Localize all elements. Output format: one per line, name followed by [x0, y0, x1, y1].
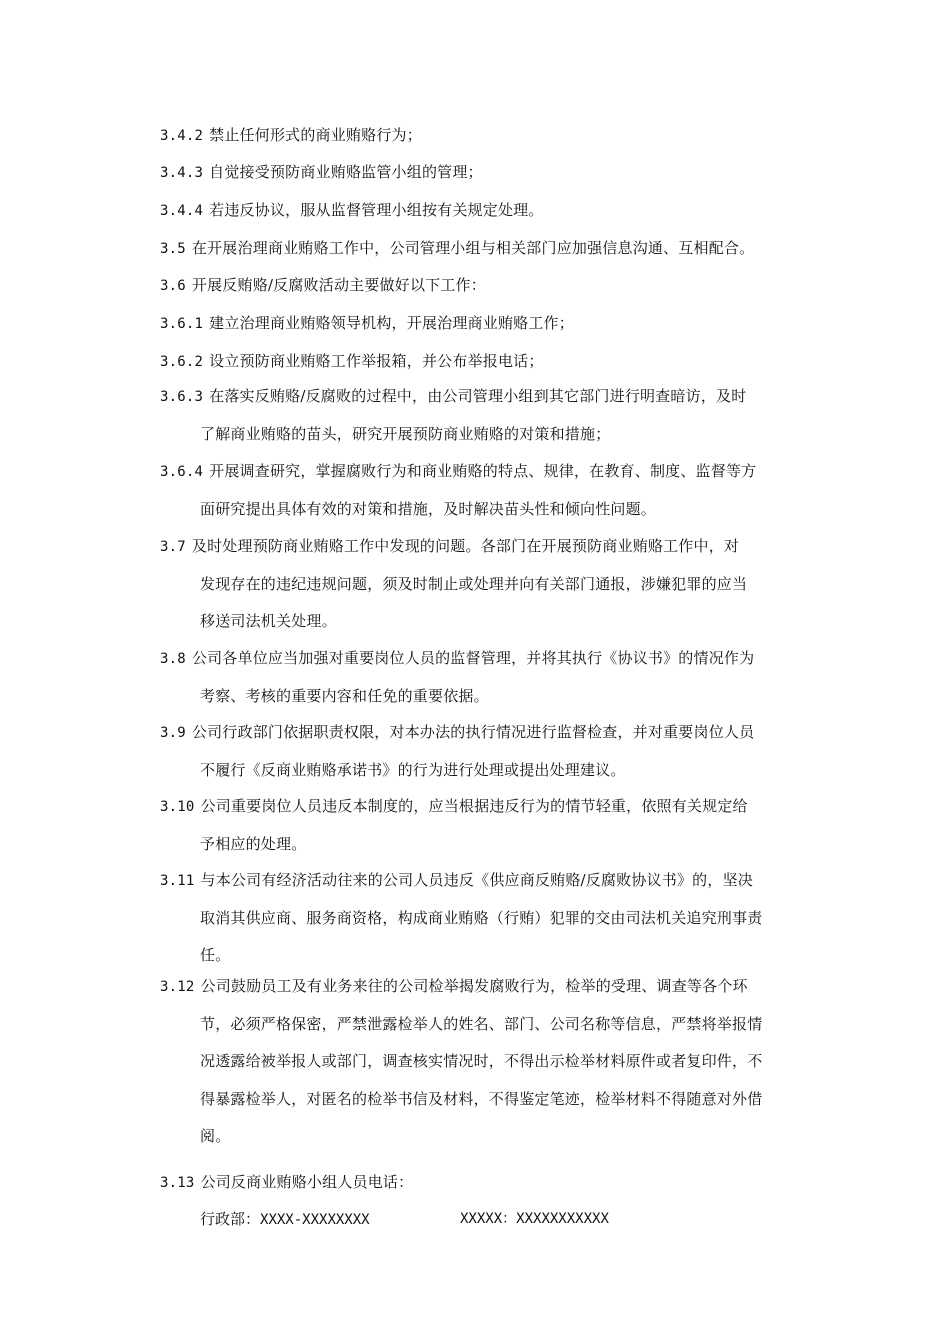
clause-number: 3.11	[160, 873, 195, 889]
clause-number: 3.5	[160, 241, 186, 257]
clause-line	[160, 200, 544, 221]
clause-continuation	[200, 760, 626, 780]
clause-text: 予相应的处理。	[200, 835, 307, 853]
clause-line	[160, 1172, 413, 1193]
clause-number: 3.12	[160, 979, 195, 995]
clause-line	[160, 536, 739, 557]
clause-line	[160, 870, 753, 891]
clause-text: 考察、考核的重要内容和任免的重要依据。	[200, 687, 489, 705]
clause-text: 及时处理预防商业贿赂工作中发现的问题。各部门在开展预防商业贿赂工作中，对	[191, 537, 740, 555]
contact-other	[460, 1208, 609, 1228]
clause-text: 节，必须严格保密，严禁泄露检举人的姓名、部门、公司名称等信息，严禁将举报情	[200, 1015, 763, 1033]
clause-number: 3.10	[160, 799, 195, 815]
clause-continuation	[200, 686, 489, 706]
clause-number: 3.6.1	[160, 316, 204, 332]
clause-text: 自觉接受预防商业贿赂监管小组的管理；	[209, 163, 483, 181]
contact-value: XXXXXXXXXXX	[516, 1211, 609, 1227]
clause-text: 若违反协议，服从监督管理小组按有关规定处理。	[209, 201, 544, 219]
clause-line	[160, 722, 754, 743]
clause-continuation	[200, 1051, 762, 1071]
clause-number: 3.8	[160, 651, 186, 667]
contact-label: XXXXX：	[460, 1211, 517, 1227]
clause-text: 发现存在的违纪违规问题，须及时制止或处理并向有关部门通报，涉嫌犯罪的应当	[200, 575, 748, 593]
clause-text: 阅。	[200, 1127, 231, 1145]
clause-number: 3.6.3	[160, 389, 204, 405]
clause-continuation	[200, 499, 656, 519]
clause-continuation	[200, 834, 306, 854]
clause-line	[160, 313, 574, 334]
clause-text: 任。	[200, 946, 231, 964]
contact-admin	[200, 1208, 370, 1229]
clause-text: 开展反贿赂/反腐败活动主要做好以下工作：	[191, 276, 486, 294]
clause-number: 3.7	[160, 539, 186, 555]
clause-line	[160, 976, 748, 997]
clause-line	[160, 275, 486, 296]
contact-value: XXXX-XXXXXXXX	[260, 1212, 370, 1228]
clause-continuation	[200, 611, 337, 631]
clause-continuation	[200, 945, 230, 965]
clause-line	[160, 351, 544, 372]
clause-line	[160, 162, 483, 183]
clause-text: 公司重要岗位人员违反本制度的，应当根据违反行为的情节轻重，依照有关规定给	[200, 797, 748, 815]
clause-text: 开展调查研究，掌握腐败行为和商业贿赂的特点、规律，在教育、制度、监督等方	[209, 462, 757, 480]
clause-text: 在开展治理商业贿赂工作中，公司管理小组与相关部门应加强信息沟通、互相配合。	[191, 239, 755, 257]
clause-number: 3.13	[160, 1175, 195, 1191]
clause-text: 公司行政部门依据职责权限，对本办法的执行情况进行监督检查，并对重要岗位人员	[191, 723, 755, 741]
clause-text: 移送司法机关处理。	[200, 612, 337, 630]
clause-text: 公司各单位应当加强对重要岗位人员的监督管理，并将其执行《协议书》的情况作为	[191, 649, 755, 667]
clause-continuation	[200, 908, 762, 928]
clause-text: 公司鼓励员工及有业务来往的公司检举揭发腐败行为，检举的受理、调查等各个环	[200, 977, 748, 995]
clause-continuation	[200, 424, 610, 444]
clause-continuation	[200, 574, 747, 594]
clause-number: 3.4.2	[160, 128, 204, 144]
clause-text: 取消其供应商、服务商资格，构成商业贿赂（行贿）犯罪的交由司法机关追究刑事责	[200, 909, 763, 927]
clause-text: 与本公司有经济活动往来的公司人员违反《供应商反贿赂/反腐败协议书》的，坚决	[200, 871, 753, 889]
clause-number: 3.4.4	[160, 203, 204, 219]
clause-text: 设立预防商业贿赂工作举报箱，并公布举报电话；	[209, 352, 544, 370]
clause-text: 得暴露检举人，对匿名的检举书信及材料，不得鉴定笔迹，检举材料不得随意对外借	[200, 1090, 763, 1108]
clause-number: 3.9	[160, 725, 186, 741]
clause-line	[160, 125, 422, 146]
clause-number: 3.6	[160, 278, 186, 294]
clause-number: 3.6.2	[160, 354, 204, 370]
clause-text: 建立治理商业贿赂领导机构，开展治理商业贿赂工作；	[209, 314, 574, 332]
clause-line	[160, 238, 754, 259]
clause-continuation	[200, 1014, 762, 1034]
clause-text: 禁止任何形式的商业贿赂行为；	[209, 126, 422, 144]
clause-continuation	[200, 1089, 762, 1109]
clause-line	[160, 796, 748, 817]
clause-line	[160, 648, 754, 669]
clause-text: 公司反商业贿赂小组人员电话：	[200, 1173, 414, 1191]
clause-text: 况透露给被举报人或部门，调查核实情况时，不得出示检举材料原件或者复印件，不	[200, 1052, 763, 1070]
clause-text: 在落实反贿赂/反腐败的过程中，由公司管理小组到其它部门进行明查暗访，及时	[209, 387, 747, 405]
contact-label: 行政部：	[200, 1210, 261, 1228]
clause-text: 面研究提出具体有效的对策和措施，及时解决苗头性和倾向性问题。	[200, 500, 657, 518]
clause-line	[160, 461, 756, 482]
clause-text: 不履行《反商业贿赂承诺书》的行为进行处理或提出处理建议。	[200, 761, 626, 779]
clause-text: 了解商业贿赂的苗头，研究开展预防商业贿赂的对策和措施；	[200, 425, 611, 443]
clause-number: 3.4.3	[160, 165, 204, 181]
clause-continuation	[200, 1126, 230, 1146]
clause-line	[160, 386, 746, 407]
clause-number: 3.6.4	[160, 464, 204, 480]
